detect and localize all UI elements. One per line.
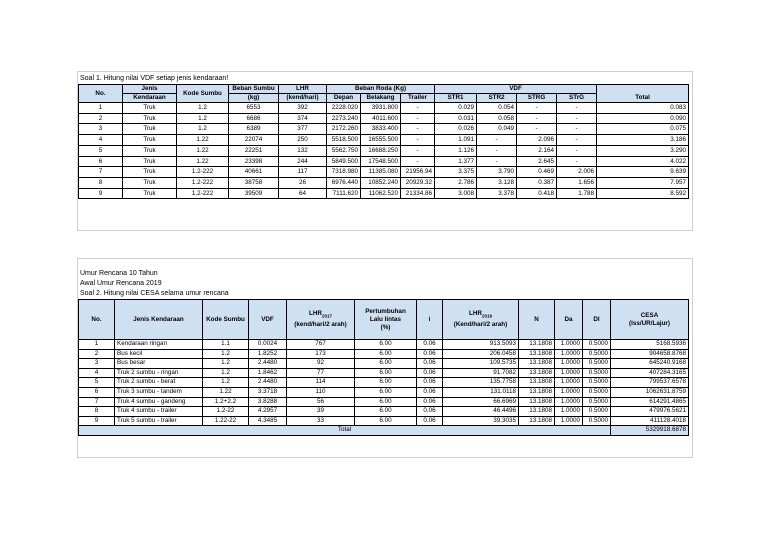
cell-str1: 1.377 <box>435 156 477 167</box>
cell-strg2: - <box>557 124 597 135</box>
cell-str1: 1.091 <box>435 135 477 146</box>
sheet2-title: Soal 2. Hitung nilai CESA selama umur rencana <box>80 290 229 297</box>
total-label: Total <box>79 426 611 436</box>
cell-lhr: 173 <box>287 349 355 359</box>
cell-kode: 1.2-22 <box>203 407 249 417</box>
cell-lhr: 114 <box>287 378 355 388</box>
cesa-sheet <box>77 258 693 458</box>
cell-trailer: 20929.32 <box>401 177 435 188</box>
header-kode-sumbu: Kode Sumbu <box>177 85 229 103</box>
header-lhr2017-sub: 2017 <box>321 313 332 319</box>
cell-lhr19: 109.5735 <box>443 359 519 369</box>
cell-kode: 1.2 <box>203 368 249 378</box>
cell-depan: 5849.500 <box>327 156 361 167</box>
cell-beban: 22074 <box>229 135 279 146</box>
cell-i: 0.06 <box>417 368 443 378</box>
cell-trailer: 21334.86 <box>401 188 435 199</box>
cell-belakang: 10852.240 <box>361 177 401 188</box>
cell-strg2: 2.006 <box>557 167 597 178</box>
cell-da: 1.0000 <box>555 387 583 397</box>
cell-total: 7.957 <box>597 177 689 188</box>
cell-kode: 1.2-222 <box>177 188 229 199</box>
cell-i: 0.06 <box>417 349 443 359</box>
cell-da: 1.0000 <box>555 340 583 350</box>
cell-dl: 0.5000 <box>583 340 611 350</box>
table-row <box>79 407 689 417</box>
header-i: i <box>417 300 443 340</box>
cell-jenis: Truk <box>123 145 177 156</box>
cell-i: 0.06 <box>417 397 443 407</box>
cell-trailer: - <box>401 103 435 114</box>
cell-lhr: 56 <box>287 397 355 407</box>
cell-n: 13.1808 <box>519 368 555 378</box>
header-jenis-kendaraan: Jenis Kendaraan <box>115 300 203 340</box>
header-no: No. <box>79 300 115 340</box>
cell-kode: 1.22 <box>177 156 229 167</box>
cell-str1: 0.031 <box>435 113 477 124</box>
cell-dl: 0.5000 <box>583 378 611 388</box>
cell-depan: 2273.240 <box>327 113 361 124</box>
cell-kode: 1.22 <box>177 135 229 146</box>
cell-cesa: 614291.4865 <box>611 397 689 407</box>
header-pertumbuhan <box>355 300 417 340</box>
cell-str2: - <box>477 135 517 146</box>
cell-n: 13.1808 <box>519 397 555 407</box>
cell-no: 5 <box>79 145 123 156</box>
cell-depan: 7111.620 <box>327 188 361 199</box>
cell-lhr19: 135.7758 <box>443 378 519 388</box>
cell-n: 13.1808 <box>519 416 555 426</box>
cell-cesa: 5168.5936 <box>611 340 689 350</box>
cell-total: 8.592 <box>597 188 689 199</box>
cell-kode: 1.22 <box>203 387 249 397</box>
cell-lhr: 374 <box>279 113 327 124</box>
cell-str1: 0.026 <box>435 124 477 135</box>
cell-str2: 0.058 <box>477 113 517 124</box>
cell-str2: - <box>477 156 517 167</box>
cell-lhr19: 131.0118 <box>443 387 519 397</box>
cell-cesa: 1062631.8759 <box>611 387 689 397</box>
cell-lhr19: 46.4496 <box>443 407 519 417</box>
cell-total: 3.290 <box>597 145 689 156</box>
cell-jenis: Truk <box>123 124 177 135</box>
cell-total: 9.639 <box>597 167 689 178</box>
cell-strg: 2.645 <box>517 156 557 167</box>
cell-kode: 1.2-222 <box>177 167 229 178</box>
cell-belakang: 3931.800 <box>361 103 401 114</box>
cell-strg2: 1.656 <box>557 177 597 188</box>
header-beban-roda: Beban Roda (Kg) <box>327 85 435 94</box>
cell-da: 1.0000 <box>555 407 583 417</box>
table-row <box>79 135 689 146</box>
header-pert3: (%) <box>380 323 391 331</box>
table-row <box>79 145 689 156</box>
cell-pert: 6.00 <box>355 416 417 426</box>
cell-lhr: 92 <box>287 359 355 369</box>
cell-strg: - <box>517 103 557 114</box>
cell-str1: 3.375 <box>435 167 477 178</box>
cell-belakang: 4011.600 <box>361 113 401 124</box>
cell-pert: 6.00 <box>355 349 417 359</box>
cell-vdf: 1.8462 <box>249 368 287 378</box>
cell-kode: 1.2 <box>203 359 249 369</box>
cell-lhr: 39 <box>287 407 355 417</box>
cell-strg2: - <box>557 113 597 124</box>
cell-depan: 5518.500 <box>327 135 361 146</box>
vdf-table <box>78 84 689 199</box>
cell-str2: - <box>477 145 517 156</box>
cell-vdf: 2.4480 <box>249 378 287 388</box>
header-cesa-unit: (lss/UR/Lajur) <box>629 319 670 327</box>
cell-beban: 22251 <box>229 145 279 156</box>
header-strg2: STrG <box>557 94 597 103</box>
cell-da: 1.0000 <box>555 349 583 359</box>
cell-i: 0.06 <box>417 359 443 369</box>
cell-lhr: 77 <box>287 368 355 378</box>
cell-da: 1.0000 <box>555 378 583 388</box>
cell-no: 1 <box>79 103 123 114</box>
cell-strg2: 1.788 <box>557 188 597 199</box>
cell-total: 0.075 <box>597 124 689 135</box>
cell-str1: 0.029 <box>435 103 477 114</box>
cell-kode: 1.2 <box>203 378 249 388</box>
cell-depan: 5562.750 <box>327 145 361 156</box>
table-row <box>79 416 689 426</box>
cell-belakang: 17548.500 <box>361 156 401 167</box>
cell-strg: 2.096 <box>517 135 557 146</box>
cell-lhr: 767 <box>287 340 355 350</box>
cell-lhr: 250 <box>279 135 327 146</box>
cell-lhr: 377 <box>279 124 327 135</box>
cell-strg: 0.418 <box>517 188 557 199</box>
cell-strg2: - <box>557 145 597 156</box>
cell-kode: 1.22 <box>177 145 229 156</box>
cell-strg: 0.387 <box>517 177 557 188</box>
table-row <box>79 124 689 135</box>
cell-lhr: 64 <box>279 188 327 199</box>
cell-no: 3 <box>79 124 123 135</box>
cell-no: 4 <box>79 368 115 378</box>
cell-jenis: Bus kecil <box>115 349 203 359</box>
cell-da: 1.0000 <box>555 368 583 378</box>
cell-pert: 6.00 <box>355 407 417 417</box>
header-kendaraan: Kendaraan <box>123 94 177 103</box>
cell-no: 7 <box>79 397 115 407</box>
cell-belakang: 3833.400 <box>361 124 401 135</box>
header-n: N <box>519 300 555 340</box>
header-lhr: LHR <box>279 85 327 94</box>
cell-belakang: 11385.080 <box>361 167 401 178</box>
header-trailer: Trailer <box>401 94 435 103</box>
cell-trailer: - <box>401 156 435 167</box>
cell-strg: 0.469 <box>517 167 557 178</box>
cell-trailer: - <box>401 113 435 124</box>
cell-vdf: 3.3718 <box>249 387 287 397</box>
cell-no: 8 <box>79 407 115 417</box>
cell-kode: 1.2+2.2 <box>203 397 249 407</box>
cell-total: 3.186 <box>597 135 689 146</box>
cell-pert: 6.00 <box>355 397 417 407</box>
cell-n: 13.1808 <box>519 387 555 397</box>
cell-total: 0.083 <box>597 103 689 114</box>
cell-trailer: - <box>401 135 435 146</box>
table-row <box>79 340 689 350</box>
cell-trailer: 21956.94 <box>401 167 435 178</box>
cell-da: 1.0000 <box>555 416 583 426</box>
header-lhr-unit: (kend/hari) <box>279 94 327 103</box>
cell-strg: - <box>517 113 557 124</box>
header-lhr2017 <box>287 300 355 340</box>
cell-cesa: 411128.4018 <box>611 416 689 426</box>
header-vdf: VDF <box>435 85 597 94</box>
cell-vdf: 4.3485 <box>249 416 287 426</box>
cell-trailer: - <box>401 124 435 135</box>
header-lhr2019 <box>443 300 519 340</box>
cell-trailer: - <box>401 145 435 156</box>
cell-n: 13.1808 <box>519 349 555 359</box>
cell-jenis: Truk 3 sumbu - tandem <box>115 387 203 397</box>
cell-i: 0.06 <box>417 407 443 417</box>
cell-no: 5 <box>79 378 115 388</box>
cell-strg2: - <box>557 135 597 146</box>
cell-da: 1.0000 <box>555 359 583 369</box>
header-pert2: Lalu lintas <box>369 315 402 323</box>
cell-depan: 6976.440 <box>327 177 361 188</box>
table-row <box>79 156 689 167</box>
table-row <box>79 188 689 199</box>
cell-total: 0.090 <box>597 113 689 124</box>
cell-kode: 1.2 <box>203 349 249 359</box>
cell-lhr: 33 <box>287 416 355 426</box>
cell-no: 6 <box>79 387 115 397</box>
cell-no: 7 <box>79 167 123 178</box>
cell-str2: 3.378 <box>477 188 517 199</box>
cell-dl: 0.5000 <box>583 387 611 397</box>
cell-n: 13.1808 <box>519 340 555 350</box>
cell-kode: 1.2 <box>177 113 229 124</box>
cell-strg: 2.164 <box>517 145 557 156</box>
cell-no: 9 <box>79 416 115 426</box>
table-row <box>79 113 689 124</box>
cell-lhr: 132 <box>279 145 327 156</box>
cell-beban: 39509 <box>229 188 279 199</box>
table-row <box>79 167 689 178</box>
table-row <box>79 177 689 188</box>
cell-lhr19: 206.0458 <box>443 349 519 359</box>
cell-beban: 6389 <box>229 124 279 135</box>
cell-strg2: - <box>557 156 597 167</box>
cell-jenis: Truk 2 sumbu - berat <box>115 378 203 388</box>
cell-da: 1.0000 <box>555 397 583 407</box>
cell-lhr19: 913.5093 <box>443 340 519 350</box>
header-dl: Dl <box>583 300 611 340</box>
cell-jenis: Kendaraan ringan <box>115 340 203 350</box>
cell-depan: 2172.260 <box>327 124 361 135</box>
cell-lhr19: 39.3035 <box>443 416 519 426</box>
header-lhr2017-unit: (kend/hari/2 arah) <box>294 320 347 328</box>
cell-cesa: 904658.8768 <box>611 349 689 359</box>
awal-umur-rencana: Awal Umur Rencana 2019 <box>80 280 162 287</box>
cell-lhr: 110 <box>287 387 355 397</box>
cell-i: 0.06 <box>417 387 443 397</box>
header-cesa-label: CESA <box>640 311 659 319</box>
cell-depan: 2228.020 <box>327 103 361 114</box>
cell-str2: 0.049 <box>477 124 517 135</box>
cell-beban: 6686 <box>229 113 279 124</box>
cell-no: 2 <box>79 349 115 359</box>
cell-cesa: 645240.9168 <box>611 359 689 369</box>
header-da: Da <box>555 300 583 340</box>
cell-vdf: 1.8252 <box>249 349 287 359</box>
cell-cesa: 479976.5621 <box>611 407 689 417</box>
cell-n: 13.1808 <box>519 359 555 369</box>
header-depan: Depan <box>327 94 361 103</box>
cell-str1: 3.008 <box>435 188 477 199</box>
cell-jenis: Truk <box>123 156 177 167</box>
header-str1: STR1 <box>435 94 477 103</box>
table-row <box>79 359 689 369</box>
cell-lhr: 392 <box>279 103 327 114</box>
cell-vdf: 4.2957 <box>249 407 287 417</box>
header-beban-sumbu: Beban Sumbu <box>229 85 279 94</box>
cell-vdf: 0.0024 <box>249 340 287 350</box>
cell-jenis: Truk <box>123 135 177 146</box>
header-kode-sumbu: Kode Sumbu <box>203 300 249 340</box>
header-cesa <box>611 300 689 340</box>
cell-jenis: Truk 5 sumbu - trailer <box>115 416 203 426</box>
cell-beban: 40661 <box>229 167 279 178</box>
header-lhr2019-sub: 2019 <box>481 313 492 319</box>
cell-dl: 0.5000 <box>583 416 611 426</box>
cell-lhr: 26 <box>279 177 327 188</box>
cell-strg2: - <box>557 103 597 114</box>
header-str2: STR2 <box>477 94 517 103</box>
cell-beban: 23398 <box>229 156 279 167</box>
cell-dl: 0.5000 <box>583 397 611 407</box>
cell-pert: 6.00 <box>355 378 417 388</box>
header-belakang: Belakang <box>361 94 401 103</box>
cell-str2: 3.128 <box>477 177 517 188</box>
table-row <box>79 349 689 359</box>
cell-no: 9 <box>79 188 123 199</box>
cell-n: 13.1808 <box>519 378 555 388</box>
cell-jenis: Truk <box>123 113 177 124</box>
header-total: Total <box>597 85 689 103</box>
cell-jenis: Bus besar <box>115 359 203 369</box>
header-lhr2019-unit: (Kend/hari/2 arah) <box>453 320 508 328</box>
cell-n: 13.1808 <box>519 407 555 417</box>
cell-pert: 6.00 <box>355 387 417 397</box>
cell-strg: - <box>517 124 557 135</box>
cell-jenis: Truk <box>123 103 177 114</box>
cesa-table <box>78 299 689 436</box>
cell-jenis: Truk <box>123 177 177 188</box>
cell-beban: 38758 <box>229 177 279 188</box>
cell-i: 0.06 <box>417 378 443 388</box>
cell-beban: 6553 <box>229 103 279 114</box>
cell-str1: 2.786 <box>435 177 477 188</box>
sheet1-title: Soal 1. Hitung nilai VDF setiap jenis kendaraan! <box>80 75 229 82</box>
cell-jenis: Truk <box>123 188 177 199</box>
cell-pert: 6.00 <box>355 368 417 378</box>
umur-rencana: Umur Rencana 10 Tahun <box>80 270 158 277</box>
cell-belakang: 16688.250 <box>361 145 401 156</box>
cell-no: 8 <box>79 177 123 188</box>
cell-cesa: 799537.6578 <box>611 378 689 388</box>
table-row <box>79 378 689 388</box>
table-row <box>79 368 689 378</box>
cell-pert: 6.00 <box>355 340 417 350</box>
cell-no: 1 <box>79 340 115 350</box>
cell-belakang: 16555.500 <box>361 135 401 146</box>
cell-kode: 1.2-222 <box>177 177 229 188</box>
cell-str2: 0.054 <box>477 103 517 114</box>
header-lhr2017-label: LHR <box>309 310 322 318</box>
cell-kode: 1.2 <box>177 103 229 114</box>
total-row <box>79 426 689 436</box>
cell-dl: 0.5000 <box>583 407 611 417</box>
cell-kode: 1.2 <box>177 124 229 135</box>
table-row <box>79 103 689 114</box>
cell-total: 4.022 <box>597 156 689 167</box>
cell-no: 6 <box>79 156 123 167</box>
header-no: No. <box>79 85 123 103</box>
cell-str1: 1.126 <box>435 145 477 156</box>
cell-vdf: 2.4480 <box>249 359 287 369</box>
cell-no: 2 <box>79 113 123 124</box>
cell-lhr: 244 <box>279 156 327 167</box>
cell-dl: 0.5000 <box>583 349 611 359</box>
cell-jenis: Truk 4 sumbu - trailer <box>115 407 203 417</box>
cell-no: 4 <box>79 135 123 146</box>
cell-pert: 6.00 <box>355 359 417 369</box>
cell-dl: 0.5000 <box>583 359 611 369</box>
cell-kode: 1.1 <box>203 340 249 350</box>
header-strg: STRG <box>517 94 557 103</box>
cell-lhr: 117 <box>279 167 327 178</box>
cell-lhr19: 91.7082 <box>443 368 519 378</box>
cell-i: 0.06 <box>417 416 443 426</box>
cell-dl: 0.5000 <box>583 368 611 378</box>
cell-no: 3 <box>79 359 115 369</box>
vdf-sheet <box>77 71 693 231</box>
cell-vdf: 3.8288 <box>249 397 287 407</box>
cell-str2: 3.790 <box>477 167 517 178</box>
table-row <box>79 397 689 407</box>
header-lhr2019-label: LHR <box>469 310 482 318</box>
cell-i: 0.06 <box>417 340 443 350</box>
cell-jenis: Truk 4 sumbu - gandeng <box>115 397 203 407</box>
cell-jenis: Truk 2 sumbu - ringan <box>115 368 203 378</box>
header-beban-unit: (kg) <box>229 94 279 103</box>
header-pert1: Pertumbuhan <box>365 307 406 315</box>
header-vdf: VDF <box>249 300 287 340</box>
table-row <box>79 387 689 397</box>
cell-cesa: 407284.3165 <box>611 368 689 378</box>
header-jenis: Jenis <box>123 85 177 94</box>
cell-kode: 1.22-22 <box>203 416 249 426</box>
total-value: 5329918.6878 <box>611 426 689 436</box>
cell-belakang: 11062.520 <box>361 188 401 199</box>
cell-lhr19: 66.6969 <box>443 397 519 407</box>
cell-jenis: Truk <box>123 167 177 178</box>
cell-depan: 7318.980 <box>327 167 361 178</box>
